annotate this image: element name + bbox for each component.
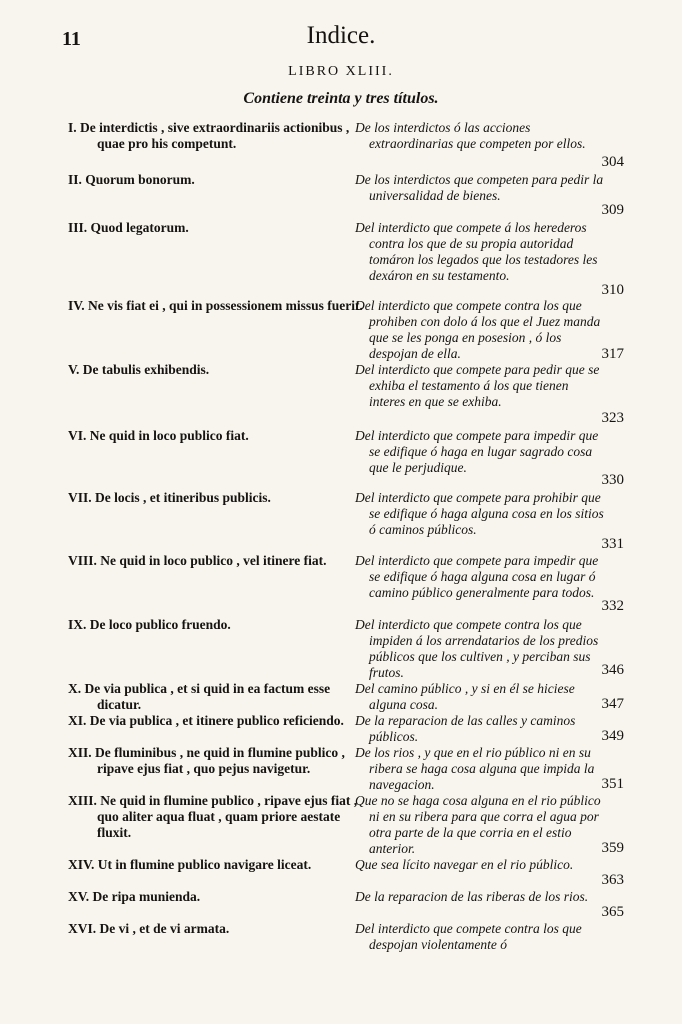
title-number: XVI. — [68, 921, 97, 936]
title-number: IV. — [68, 298, 85, 313]
latin-title — [68, 490, 363, 506]
spanish-title: Del interdicto que compete contra los que prohiben con dolo á los que el Juez manda que se les ponga en posesion , ó los despojan de ella. — [355, 298, 601, 361]
page-reference: 346 — [601, 662, 624, 678]
page-reference: 365 — [601, 904, 624, 920]
title-number: VIII. — [68, 553, 97, 568]
latin-title — [68, 793, 363, 841]
title-number: II. — [68, 172, 82, 187]
title-number: IX. — [68, 617, 87, 632]
latin-title — [68, 617, 363, 633]
latin-title-text: De fluminibus , ne quid in flumine publico , ripave ejus fiat , quo pejus navigetur. — [95, 745, 345, 776]
latin-title-text: De locis , et itineribus publicis. — [95, 490, 271, 505]
spanish-title: Del interdicto que compete para impedir que se edifique ó haga alguna cosa en lugar ó camino público generalmente para todos. — [355, 553, 599, 600]
latin-title-text: De via publica , et si quid in ea factum esse dicatur. — [84, 681, 331, 712]
spanish-title: Del interdicto que compete contra los que despojan violentamente ó — [355, 921, 582, 952]
latin-title-text: De interdictis , sive extraordinariis actionibus , quae pro his competunt. — [80, 120, 350, 151]
title-number: XIII. — [68, 793, 97, 808]
latin-title — [68, 889, 363, 905]
latin-title-text: De vi , et de vi armata. — [99, 921, 230, 936]
page-reference: 347 — [601, 696, 624, 712]
page-reference: 359 — [601, 840, 624, 856]
latin-title — [68, 921, 363, 937]
title-number: X. — [68, 681, 82, 696]
latin-title — [68, 857, 363, 873]
latin-title — [68, 120, 363, 152]
spanish-title: De los rios , y que en el rio público ni en su ribera se haga cosa alguna que impida la navegacion. — [355, 745, 595, 792]
page-reference: 332 — [601, 598, 624, 614]
latin-title-text: Quod legatorum. — [90, 220, 189, 235]
spanish-title: De los interdictos ó las acciones extraordinarias que competen por ellos. — [355, 120, 586, 151]
page-reference: 349 — [601, 728, 624, 744]
latin-title-text: Ut in flumine publico navigare liceat. — [97, 857, 312, 872]
title-number: I. — [68, 120, 77, 135]
book-heading: LIBRO XLIII. — [288, 64, 394, 79]
page-reference: 351 — [601, 776, 624, 792]
spanish-title: De la reparacion de las riberas de los rios. — [355, 889, 589, 904]
title-number: VII. — [68, 490, 92, 505]
latin-title — [68, 362, 363, 378]
latin-title-text: Ne quid in flumine publico , ripave ejus fiat , quo aliter aqua fluat , quam priore aestate fluxit. — [97, 793, 358, 840]
title-number: XII. — [68, 745, 92, 760]
spanish-title: Del interdicto que compete para prohibir que se edifique ó haga alguna cosa en los sitios ó caminos públicos. — [355, 490, 604, 537]
latin-title — [68, 298, 363, 314]
page-reference: 330 — [601, 472, 624, 488]
page-reference: 317 — [601, 346, 624, 362]
latin-title-text: Ne quid in loco publico fiat. — [89, 428, 249, 443]
spanish-title: Del interdicto que compete para impedir que se edifique ó haga en lugar sagrado cosa que le perjudique. — [355, 428, 599, 475]
page-reference: 363 — [601, 872, 624, 888]
latin-title-text: Quorum bonorum. — [85, 172, 195, 187]
title-number: V. — [68, 362, 80, 377]
running-head: Indice. — [306, 22, 376, 49]
spanish-title: Del interdicto que compete á los herederos contra los que de su propia autoridad tomáron los legados que los testadores les dexáron en su testamento. — [355, 220, 598, 283]
page-reference: 323 — [601, 410, 624, 426]
title-number: XI. — [68, 713, 87, 728]
latin-title-text: Ne quid in loco publico , vel itinere fiat. — [100, 553, 327, 568]
contents-subtitle: Contiene treinta y tres títulos. — [243, 90, 439, 107]
latin-title — [68, 428, 363, 444]
page-reference: 310 — [601, 282, 624, 298]
spanish-title: Que sea lícito navegar en el rio público. — [355, 857, 574, 872]
title-number: XV. — [68, 889, 90, 904]
spanish-title: Del interdicto que compete para pedir que se exhiba el testamento á los que tienen interes en que se exhiba. — [355, 362, 600, 409]
spanish-title: De los interdictos que competen para pedir la universalidad de bienes. — [355, 172, 604, 203]
spanish-title: De la reparacion de las calles y caminos públicos. — [355, 713, 576, 744]
latin-title — [68, 681, 363, 713]
latin-title-text: De via publica , et itinere publico reficiendo. — [89, 713, 344, 728]
title-number: VI. — [68, 428, 87, 443]
page-reference: 309 — [601, 202, 624, 218]
title-number: XIV. — [68, 857, 95, 872]
spanish-title: Que no se haga cosa alguna en el rio público ni en su ribera para que corra el agua por otra parte de la que corria en el estio anterior. — [355, 793, 601, 856]
latin-title — [68, 172, 363, 188]
spanish-title: Del camino público , y si en él se hiciese alguna cosa. — [355, 681, 575, 712]
latin-title-text: De tabulis exhibendis. — [82, 362, 210, 377]
latin-title-text: De loco publico fruendo. — [89, 617, 231, 632]
page-number: 11 — [62, 28, 81, 50]
latin-title — [68, 745, 363, 777]
latin-title — [68, 553, 363, 569]
page-reference: 304 — [601, 154, 624, 170]
latin-title-text: Ne vis fiat ei , qui in possessionem missus fuerit. — [88, 298, 363, 313]
title-number: III. — [68, 220, 88, 235]
latin-title — [68, 220, 363, 236]
page-reference: 331 — [601, 536, 624, 552]
latin-title-text: De ripa munienda. — [92, 889, 201, 904]
latin-title — [68, 713, 363, 729]
spanish-title: Del interdicto que compete contra los que impiden á los arrendatarios de los predios públicos que los cultiven , y perciban sus frutos. — [355, 617, 599, 680]
